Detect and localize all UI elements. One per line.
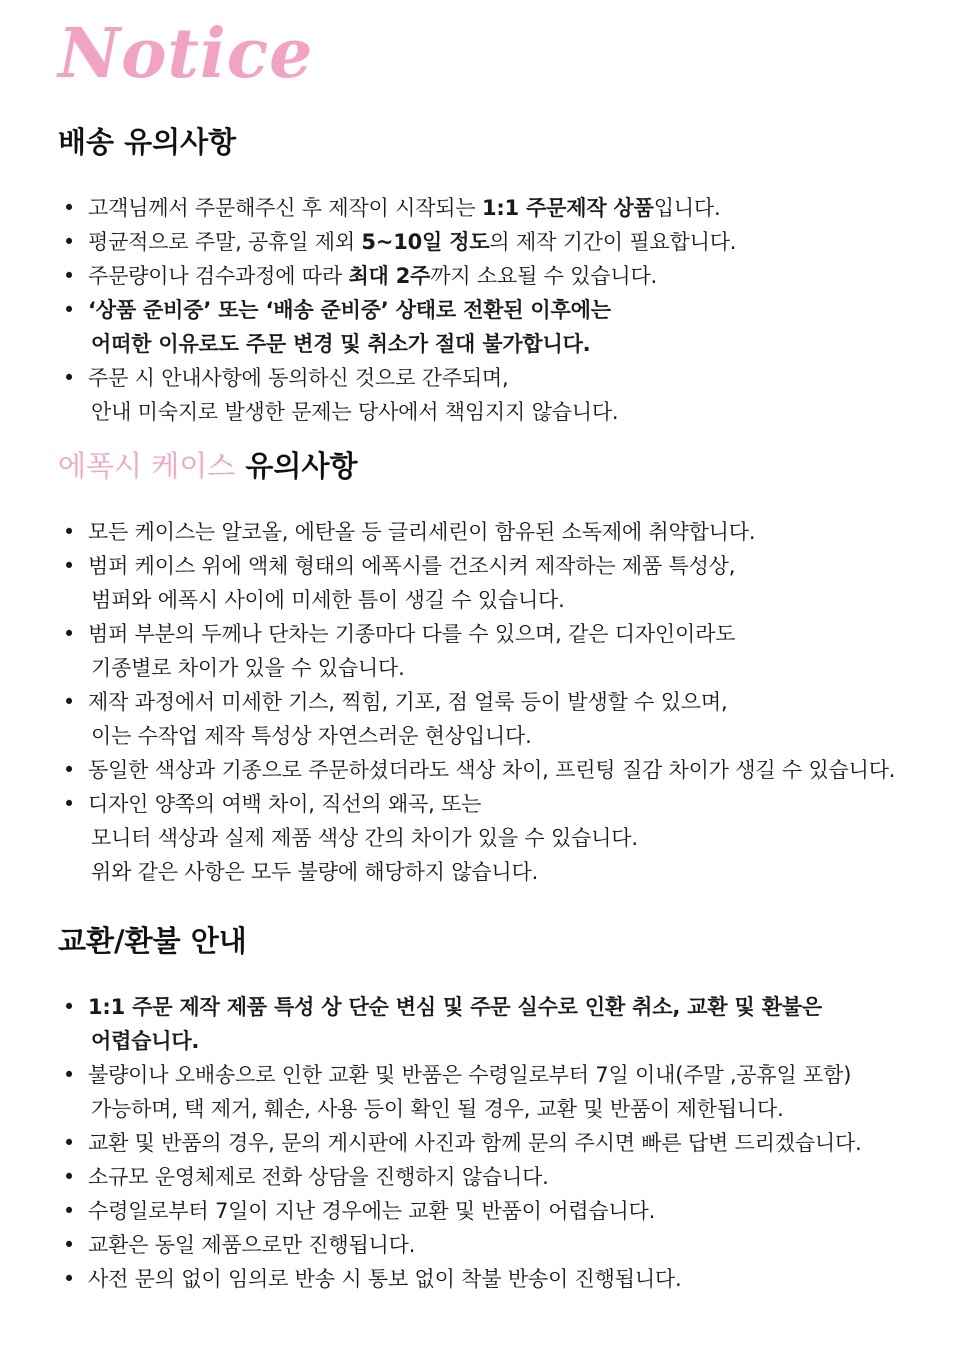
item-text: 이는 수작업 제작 특성상 자연스러운 현상입니다. (91, 724, 532, 748)
list-item-line (88, 225, 960, 259)
item-text: 범퍼 부분의 두께나 단차는 기종마다 다를 수 있으며, 같은 디자인이라도 (88, 622, 736, 646)
emphasis-text: ‘상품 준비중’ 또는 ‘배송 준비중’ 상태로 전환된 이후에는 (88, 298, 611, 322)
item-text: 범퍼와 에폭시 사이에 미세한 틈이 생길 수 있습니다. (91, 588, 565, 612)
section-heading (58, 923, 247, 959)
emphasis-text: 1:1 주문 제작 제품 특성 상 단순 변심 및 주문 실수로 인환 취소, 교환 및 환불은 (88, 995, 822, 1019)
item-text: 모든 케이스는 알코올, 에탄올 등 글리세린이 함유된 소독제에 취약합니다. (88, 520, 756, 544)
list-item-line (88, 821, 960, 855)
bullet-icon: • (62, 1199, 76, 1223)
bullet-icon: • (62, 264, 76, 288)
list-item (0, 1194, 960, 1228)
bullet-list (0, 191, 960, 429)
list-item-line (88, 1262, 960, 1296)
bullet-icon: • (62, 792, 76, 816)
item-text: 의 제작 기간이 필요합니다. (489, 230, 737, 254)
bullet-icon: • (62, 298, 76, 322)
list-item-line (88, 259, 960, 293)
list-item-line (88, 1058, 960, 1092)
list-item-line (88, 719, 960, 753)
bullet-icon: • (62, 1165, 76, 1189)
item-text: 수령일로부터 7일이 지난 경우에는 교환 및 반품이 어렵습니다. (88, 1199, 656, 1223)
item-text: 동일한 색상과 기종으로 주문하셨더라도 색상 차이, 프린팅 질감 차이가 생길 수 있습니다. (88, 758, 896, 782)
list-item (0, 990, 960, 1058)
list-item-line (88, 787, 960, 821)
item-text: 입니다. (653, 196, 721, 220)
list-item-line (88, 1160, 960, 1194)
list-item-line (88, 685, 960, 719)
list-item (0, 259, 960, 293)
list-item (0, 1160, 960, 1194)
bullet-icon: • (62, 230, 76, 254)
list-item (0, 1058, 960, 1126)
list-item (0, 787, 960, 889)
bullet-icon: • (62, 995, 76, 1019)
list-item-line (88, 651, 960, 685)
list-item-line (88, 361, 960, 395)
item-text: 평균적으로 주말, 공휴일 제외 (88, 230, 362, 254)
list-item (0, 1228, 960, 1262)
item-text: 교환은 동일 제품으로만 진행됩니다. (88, 1233, 416, 1257)
item-text: 주문량이나 검수과정에 따라 (88, 264, 349, 288)
list-item (0, 617, 960, 685)
list-item-line (88, 1024, 960, 1058)
emphasis-text: 어떠한 이유로도 주문 변경 및 취소가 절대 불가합니다. (91, 332, 591, 356)
list-item-line (88, 1126, 960, 1160)
bullet-icon: • (62, 1233, 76, 1257)
list-item (0, 1126, 960, 1160)
item-text: 모니터 색상과 실제 제품 색상 간의 차이가 있을 수 있습니다. (91, 826, 638, 850)
section-heading (58, 448, 357, 484)
item-text: 디자인 양쪽의 여백 차이, 직선의 왜곡, 또는 (88, 792, 482, 816)
section-heading (58, 124, 236, 160)
list-item (0, 753, 960, 787)
list-item-line (88, 855, 960, 889)
list-item (0, 191, 960, 225)
bullet-icon: • (62, 554, 76, 578)
page-title: Notice (58, 14, 314, 94)
heading-highlight: 에폭시 케이스 (58, 449, 236, 483)
list-item-line (88, 753, 960, 787)
item-text: 소규모 운영체제로 전화 상담을 진행하지 않습니다. (88, 1165, 549, 1189)
list-item-line (88, 549, 960, 583)
list-item-line (88, 515, 960, 549)
item-text: 사전 문의 없이 임의로 반송 시 통보 없이 착불 반송이 진행됩니다. (88, 1267, 682, 1291)
heading-text: 유의사항 (245, 449, 358, 483)
emphasis-text: 어렵습니다. (91, 1029, 200, 1053)
emphasis-text: 최대 2주 (348, 264, 431, 288)
list-item (0, 293, 960, 361)
bullet-list (0, 990, 960, 1296)
item-text: 고객님께서 주문해주신 후 제작이 시작되는 (88, 196, 482, 220)
list-item-line (88, 617, 960, 651)
list-item-line (88, 583, 960, 617)
list-item (0, 685, 960, 753)
heading-text: 교환/환불 안내 (58, 924, 247, 958)
list-item (0, 549, 960, 617)
item-text: 기종별로 차이가 있을 수 있습니다. (91, 656, 405, 680)
item-text: 불량이나 오배송으로 인한 교환 및 반품은 수령일로부터 7일 이내(주말 ,공휴일 포함) (88, 1063, 852, 1087)
item-text: 범퍼 케이스 위에 액체 형태의 에폭시를 건조시켜 제작하는 제품 특성상, (88, 554, 736, 578)
list-item (0, 225, 960, 259)
list-item-line (88, 1228, 960, 1262)
list-item-line (88, 293, 960, 327)
bullet-icon: • (62, 1131, 76, 1155)
list-item (0, 361, 960, 429)
bullet-icon: • (62, 520, 76, 544)
bullet-icon: • (62, 1267, 76, 1291)
item-text: 가능하며, 택 제거, 훼손, 사용 등이 확인 될 경우, 교환 및 반품이 제한됩니다. (91, 1097, 784, 1121)
list-item-line (88, 1092, 960, 1126)
item-text: 제작 과정에서 미세한 기스, 찍힘, 기포, 점 얼룩 등이 발생할 수 있으며, (88, 690, 728, 714)
list-item-line (88, 990, 960, 1024)
bullet-icon: • (62, 758, 76, 782)
bullet-icon: • (62, 366, 76, 390)
list-item-line (88, 1194, 960, 1228)
item-text: 교환 및 반품의 경우, 문의 게시판에 사진과 함께 문의 주시면 빠른 답변 드리겠습니다. (88, 1131, 862, 1155)
list-item (0, 515, 960, 549)
bullet-icon: • (62, 690, 76, 714)
emphasis-text: 1:1 주문제작 상품 (481, 196, 654, 220)
list-item-line (88, 327, 960, 361)
list-item-line (88, 191, 960, 225)
emphasis-text: 5~10일 정도 (361, 230, 490, 254)
bullet-list (0, 515, 960, 889)
bullet-icon: • (62, 1063, 76, 1087)
heading-text: 배송 유의사항 (58, 125, 237, 159)
item-text: 위와 같은 사항은 모두 불량에 해당하지 않습니다. (91, 860, 539, 884)
list-item (0, 1262, 960, 1296)
bullet-icon: • (62, 622, 76, 646)
item-text: 안내 미숙지로 발생한 문제는 당사에서 책임지지 않습니다. (91, 400, 619, 424)
item-text: 주문 시 안내사항에 동의하신 것으로 간주되며, (88, 366, 509, 390)
list-item-line (88, 395, 960, 429)
bullet-icon: • (62, 196, 76, 220)
item-text: 까지 소요될 수 있습니다. (430, 264, 658, 288)
